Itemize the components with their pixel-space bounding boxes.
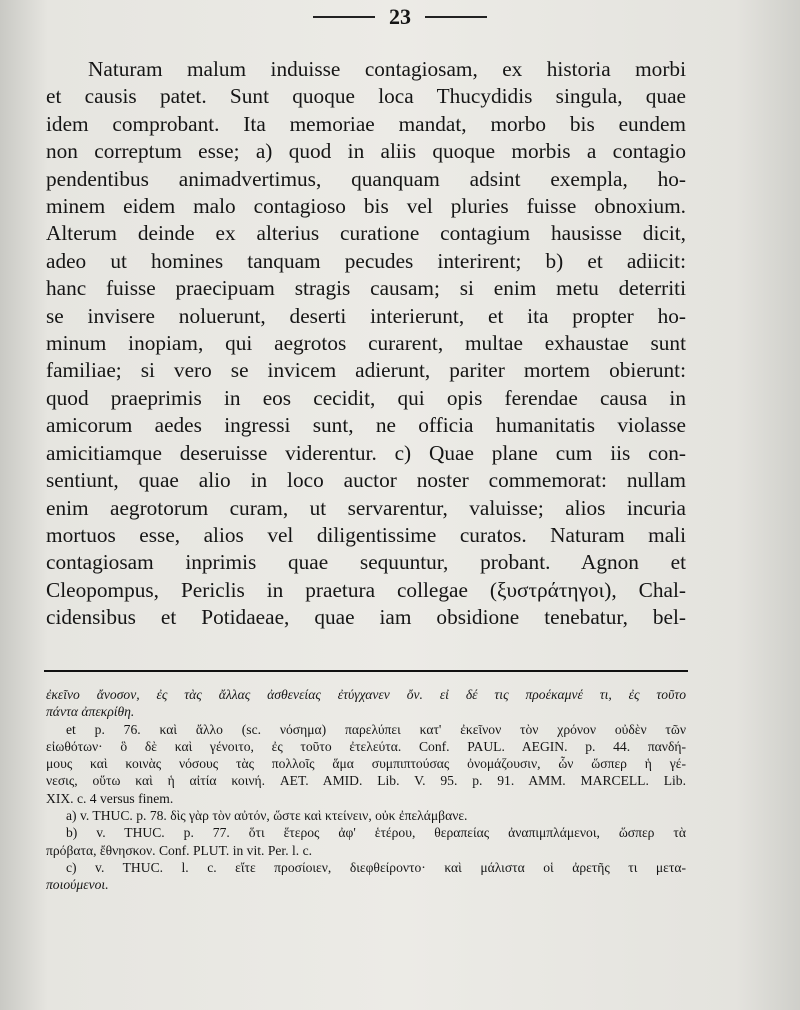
footnote-line: ποιούμενοι. [46,877,109,893]
text-line: Cleopompus, Periclis in praetura collegae (ξυστράτηγοι), Chal- [46,577,686,602]
footnote-line: πρόβατα, ἔθνησκον. Conf. PLUT. in vit. Per. l. c. [46,842,313,858]
footnote-line: πάντα ἀπεκρίθη. [46,704,135,720]
footnote-separator [44,670,688,672]
footnote-line: νεσις, οὕτω καὶ ἡ αἰτία κοινή. AET. AMID. Lib. V. 95. p. 91. AMM. MARCELL. Lib. [46,773,686,789]
text-line: pendentibus animadvertimus, quanquam adsint exempla, ho- [46,166,686,191]
text-line: amicitiamque deseruisse viderentur. c) Quae plane cum iis con- [46,440,686,465]
header-rule-left [313,16,375,18]
footnote-line: XIX. c. 4 versus finem. [46,790,174,806]
footnote-line: ἐκεῖνο ἄνοσον, ἐς τὰς ἄλλας ἀσθενείας ἐτύγχανεν ὄν. εἰ δέ τις προέκαμνέ τι, ἐς τοῦτο [46,687,686,702]
footnote-b: b) v. THUC. p. 77. ὅτι ἕτερος ἀφ' ἑτέρου, θεραπείας ἀναπιμπλάμενοι, ὥσπερ τὰ [66,825,686,841]
page-header [0,4,800,30]
text-line: adeo ut homines tanquam pecudes interirent; b) et adiicit: [46,248,686,273]
text-line: contagiosam inprimis quae sequuntur, probant. Agnon et [46,550,686,575]
footnote-line: et p. 76. καὶ ἄλλο (sc. νόσημα) παρελύπει κατ' ἐκεῖνον τὸν χρόνον οὐδὲν τῶν [66,721,686,737]
text-line: hanc fuisse praecipuam stragis causam; si enim metu deterriti [46,276,686,301]
text-line: amicorum aedes ingressi sunt, ne officia humanitatis violasse [46,413,686,438]
text-line: cidensibus et Potidaeae, quae iam obsidione tenebatur, bel- [46,605,686,630]
text-line: Alterum deinde ex alterius curatione contagium hausisse dicit, [46,221,686,246]
text-line: non correptum esse; a) quod in aliis quoque morbis a contagio [46,139,686,164]
text-line: familiae; si vero se invicem adierunt, pariter mortem obierunt: [46,358,686,383]
text-line: mortuos esse, alios vel diligentissime curatos. Naturam mali [46,522,686,547]
text-line: enim aegrotorum curam, ut servarentur, valuisse; alios incuria [46,495,686,520]
text-line: sentiunt, quae alio in loco auctor noster commemorat: nullam [46,468,686,493]
main-text [46,56,686,632]
text-line: Naturam malum induisse contagiosam, ex historia morbi [88,57,686,81]
footnote-line: εἰωθότων· ὃ δὲ καὶ γένοιτο, ἐς τοῦτο ἐτελεύτα. Conf. PAUL. AEGIN. p. 44. πανδή- [46,738,686,754]
text-line: minum inopiam, qui aegrotos curarent, multae exhaustae sunt [46,331,686,356]
footnote-line: μους καὶ κοινὰς νόσους τὰς πολλοῖς ἅμα συμπιπτούσας ὀνομάζουσιν, ὧν ὥσπερ ἡ γέ- [46,756,686,772]
footnote-a: a) v. THUC. p. 78. δὶς γὰρ τὸν αὐτόν, ὥστε καὶ κτείνειν, οὐκ ἐπελάμβανε. [66,808,468,824]
footnote-c: c) v. THUC. l. c. εἴτε προσίοιεν, διεφθείροντο· καὶ μάλιστα οἱ ἀρετῆς τι μετα- [66,859,686,875]
text-line: idem comprobant. Ita memoriae mandat, morbo bis eundem [46,111,686,136]
text-line: et causis patet. Sunt quoque loca Thucydidis singula, quae [46,84,686,109]
page-number: 23 [389,4,411,29]
text-line: quod praeprimis in eos cecidit, qui opis ferendae causa in [46,385,686,410]
header-rule-right [425,16,487,18]
text-line: minem eidem malo contagioso bis vel pluries fuisse obnoxium. [46,194,686,219]
text-line: se invisere noluerunt, deserti interierunt, et ita propter ho- [46,303,686,328]
footnotes [46,686,686,894]
